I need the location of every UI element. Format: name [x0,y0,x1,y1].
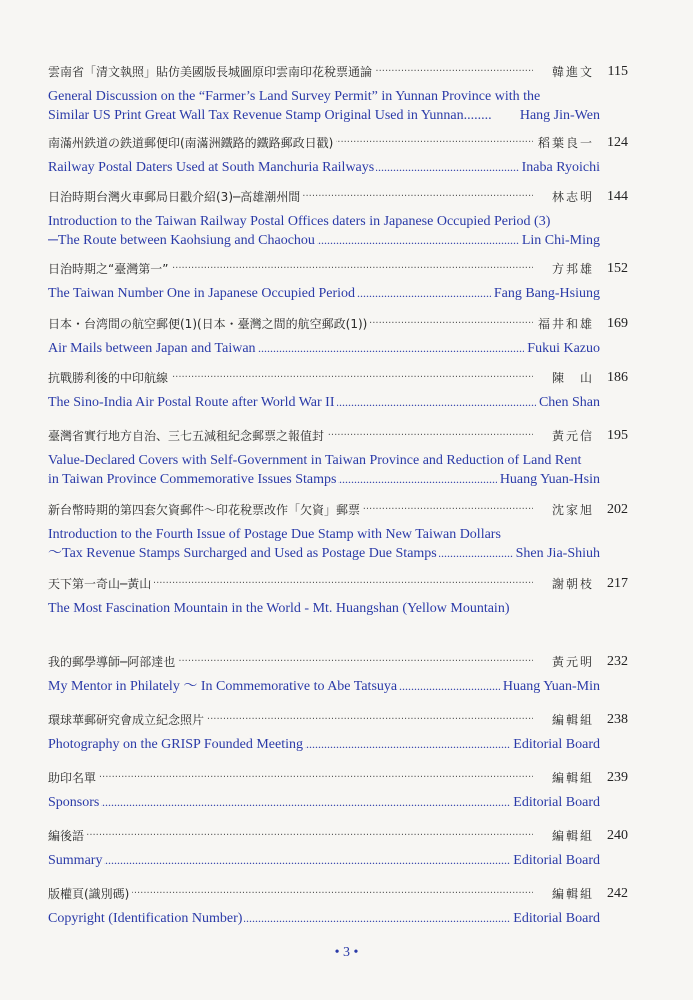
chinese-author: 謝朝枝 [549,574,594,594]
english-title-line [48,106,600,125]
chinese-author: 陳 山 [549,368,594,388]
chinese-line [48,710,628,730]
page-number: 195 [607,428,628,443]
footer-dot-left: • [334,945,340,960]
chinese-author: 黃元明 [549,652,594,672]
toc-entry [48,314,628,358]
english-title-line [48,544,600,563]
english-title-line [48,231,600,250]
page-number: 115 [607,64,628,79]
page-number: 202 [607,502,628,517]
chinese-title: 日治時期台灣火車郵局日戳介紹(3)─高雄潮州間 [48,190,303,204]
chinese-line [48,426,628,446]
page-number: 232 [607,654,628,669]
chinese-line [48,884,628,904]
chinese-line [48,574,628,594]
dot-leader [48,768,533,788]
toc-entry [48,62,628,125]
chinese-title: 日治時期之“臺灣第一” [48,262,171,276]
english-title-line [48,525,600,544]
english-title-line [48,393,600,412]
chinese-line [48,652,628,672]
chinese-title: 南滿州鉄道の鉄道郵便印(南滿洲鐵路的鐵路郵政日戳) [48,136,336,150]
english-title-line [48,677,600,696]
chinese-line [48,500,628,520]
english-title-cont: ─The Route between Kaohsiung and Chaochou [48,233,315,248]
chinese-title: 編後語 [48,829,87,843]
chinese-author: 林志明 [549,187,594,207]
page-number: 152 [607,261,628,276]
chinese-title: 日本・台湾間の航空郵便(1)(日本・臺灣之間的航空郵政(1)) [48,317,370,331]
english-author: Editorial Board [510,851,600,870]
toc-entry [48,426,628,489]
page-number: 124 [607,135,628,150]
chinese-author: 福井和雄 [535,314,594,334]
english-title: Summary [48,853,103,868]
english-author: Lin Chi-Ming [519,231,600,250]
english-title: Copyright (Identification Number) [48,911,243,926]
footer-dot-right: • [353,945,359,960]
english-title: Value-Declared Covers with Self-Government in Taiwan Province and Reduction of Land Rent [48,453,582,468]
chinese-line [48,768,628,788]
chinese-author: 編輯組 [549,826,594,846]
english-title: Photography on the GRISP Founded Meeting [48,737,303,752]
english-title: The Most Fascination Mountain in the World - Mt. Huangshan (Yellow Mountain) [48,601,510,616]
english-title-cont: in Taiwan Province Commemorative Issues Stamps [48,472,337,487]
chinese-line [48,826,628,846]
chinese-line [48,62,628,82]
english-title-line [48,212,600,231]
toc-entry [48,710,628,754]
toc-entry [48,652,628,696]
page-number: 242 [607,886,628,901]
chinese-title: 我的郵學導師─阿部達也 [48,655,178,669]
chinese-title: 新台幣時期的第四套欠資郵件～印花稅票改作「欠資」郵票 [48,503,363,517]
page-number: 186 [607,370,628,385]
english-author: Huang Yuan-Min [500,677,600,696]
english-title: My Mentor in Philately ～ In Commemorative to Abe Tatsuya [48,679,398,694]
chinese-author: 韓進文 [549,62,594,82]
english-title: Railway Postal Daters Used at South Manchuria Railways [48,160,375,175]
english-title-line [48,87,600,106]
page-number: 240 [607,828,628,843]
page-number: 144 [607,189,628,204]
chinese-line [48,368,628,388]
english-author: Fang Bang-Hsiung [491,284,600,303]
english-title: The Taiwan Number One in Japanese Occupied Period [48,286,356,301]
toc-entry [48,368,628,412]
chinese-line [48,314,628,334]
footer-page-number: 3 [343,945,350,960]
english-title: General Discussion on the “Farmer’s Land Survey Permit” in Yunnan Province with the [48,89,541,104]
dot-leader [48,826,533,846]
chinese-author: 稻葉良一 [535,133,594,153]
english-author: Editorial Board [510,735,600,754]
chinese-author: 編輯組 [549,710,594,730]
chinese-author: 方邦雄 [549,259,594,279]
english-title: Introduction to the Taiwan Railway Postal Offices daters in Japanese Occupied Period (3) [48,214,551,229]
page-number: 239 [607,770,628,785]
chinese-author: 編輯組 [549,884,594,904]
english-title-cont: ～Tax Revenue Stamps Surcharged and Used as Postage Due Stamps [48,546,437,561]
chinese-title: 天下第一奇山─黃山 [48,577,154,591]
page-number: 169 [607,316,628,331]
english-title: Air Mails between Japan and Taiwan [48,341,256,356]
english-author: Shen Jia-Shiuh [513,544,600,563]
page-number: 217 [607,576,628,591]
chinese-line [48,259,628,279]
english-author: Editorial Board [510,909,600,928]
toc-entry [48,133,628,177]
english-title-line [48,284,600,303]
toc-entry [48,187,628,250]
toc-entry [48,768,628,812]
chinese-author: 編輯組 [549,768,594,788]
english-title-line [48,339,600,358]
page-number: 238 [607,712,628,727]
english-author: Chen Shan [536,393,600,412]
chinese-title: 雲南省「清文執照」貼仿美國版長城圖原印雲南印花稅票通論 [48,65,375,79]
chinese-title: 環球華郵研究會成立紀念照片 [48,713,207,727]
chinese-title: 助印名單 [48,771,99,785]
chinese-line [48,133,628,153]
toc-entry [48,259,628,303]
english-title: The Sino-India Air Postal Route after World War II [48,395,335,410]
toc-entry [48,574,628,618]
english-author: Editorial Board [510,793,600,812]
english-author: Fukui Kazuo [524,339,600,358]
chinese-author: 沈家旭 [549,500,594,520]
page-footer [0,945,693,961]
english-title-line [48,793,600,812]
toc-entry [48,826,628,870]
english-title-line [48,158,600,177]
chinese-title: 臺灣省實行地方自治、三七五減租紀念郵票之報值封 [48,429,327,443]
chinese-title: 抗戰勝利後的中印航線 [48,371,171,385]
toc-entry [48,500,628,563]
toc-entry [48,884,628,928]
english-title-line [48,851,600,870]
chinese-author: 黃元信 [549,426,594,446]
english-title-line [48,470,600,489]
english-title-cont: Similar US Print Great Wall Tax Revenue Stamp Original Used in Yunnan........ [48,108,492,123]
english-title-line [48,451,600,470]
english-author: Huang Yuan-Hsin [497,470,600,489]
english-title-line [48,909,600,928]
english-author: Hang Jin-Wen [517,106,600,125]
english-title: Introduction to the Fourth Issue of Postage Due Stamp with New Taiwan Dollars [48,527,501,542]
english-title-line [48,735,600,754]
chinese-line [48,187,628,207]
english-title-line [48,599,600,618]
english-author: Inaba Ryoichi [519,158,600,177]
chinese-title: 版權頁(識別碼) [48,887,132,901]
english-title: Sponsors [48,795,100,810]
